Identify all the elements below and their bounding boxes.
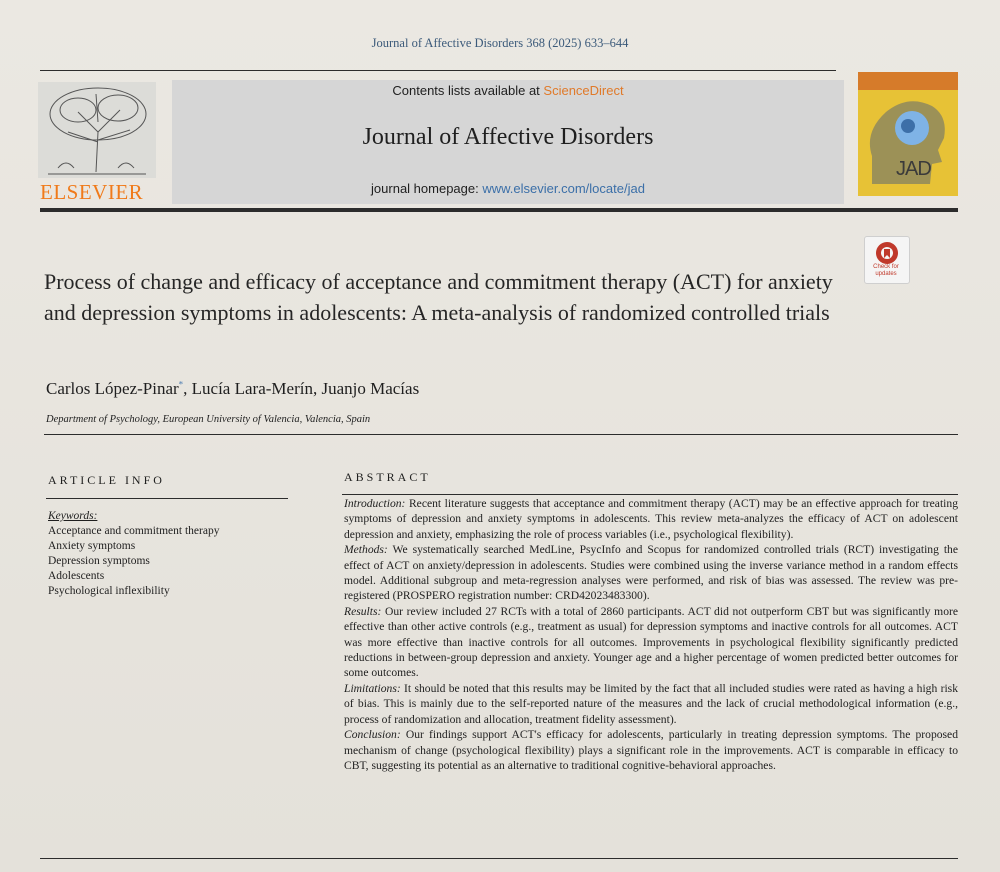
section-label: Results:	[344, 604, 382, 618]
author-name[interactable]: Carlos López-Pinar	[46, 379, 179, 398]
top-rule	[40, 70, 836, 71]
homepage-prefix: journal homepage:	[371, 181, 483, 196]
keyword-item[interactable]: Adolescents	[48, 570, 105, 582]
abstract-introduction	[344, 496, 958, 542]
keyword-item[interactable]: Psychological inflexibility	[48, 585, 170, 597]
author-name[interactable]: Lucía Lara-Merín	[191, 379, 313, 398]
affiliation: Department of Psychology, European University of Valencia, Valencia, Spain	[46, 414, 371, 425]
abstract-rule	[342, 494, 958, 495]
section-label: Introduction:	[344, 497, 406, 510]
cover-jad-text: JAD	[896, 158, 931, 180]
journal-cover	[858, 72, 958, 196]
abstract-limitations	[344, 681, 958, 727]
abstract-results	[344, 604, 958, 681]
article-info-rule	[46, 498, 288, 499]
publisher-name: ELSEVIER	[40, 180, 144, 204]
keyword-item[interactable]: Acceptance and commitment therapy	[48, 525, 220, 537]
journal-title: Journal of Affective Disorders	[362, 124, 654, 150]
section-text: We systematically searched MedLine, PsycInfo and Scopus for randomized controlled trials (RCT) investigating the effect of ACT on anxiety/depression in adolescents. Studies were combined using the inverse variance method in a random effects model. Additional subgroup and meta-regression analyses were performed, and risk of bias was assessed. The review was pre-registered (PROSPERO registration number: CRD42023483300).	[344, 543, 958, 603]
keyword-item[interactable]: Depression symptoms	[48, 555, 150, 567]
header-thick-rule	[40, 208, 958, 212]
contents-prefix: Contents lists available at	[392, 83, 544, 98]
keyword-item[interactable]: Anxiety symptoms	[48, 540, 136, 552]
abstract-methods	[344, 542, 958, 604]
abstract-heading: ABSTRACT	[344, 470, 431, 484]
article-info-heading: ARTICLE INFO	[48, 473, 165, 487]
check-for-updates-label: Check for updates	[873, 264, 899, 277]
keywords-block	[48, 509, 219, 599]
section-text: Recent literature suggests that acceptance and commitment therapy (ACT) may be an effective approach for treating symptoms of depression and anxiety symptoms in adolescents. This review meta-analyzes the efficacy of ACT on adolescent depression and anxiety, emphasizing the role of process variables (i.e., psychological flexibility).	[344, 497, 958, 541]
section-text: Our review included 27 RCTs with a total of 2860 participants. ACT did not outperform CBT but was significantly more effective than other active controls (e.g., treatment as usual) for depression symptoms and inactive controls for all outcomes. ACT was more effective than inactive controls for all outcomes. Improvements in psychological flexibility significantly predicted reductions in between-group depression and anxiety. Younger age and a higher percentage of women predicted better outcomes for some outcomes.	[344, 604, 958, 680]
sciencedirect-link[interactable]: ScienceDirect	[543, 83, 624, 98]
homepage-link[interactable]: www.elsevier.com/locate/jad	[482, 181, 645, 196]
affiliation-rule	[44, 434, 958, 435]
article-title: Process of change and efficacy of acceptance and commitment therapy (ACT) for anxiety and depression symptoms in adolescents: A meta-analysis of randomized controlled trials	[44, 269, 833, 325]
keywords-label: Keywords:	[48, 510, 98, 522]
contents-line	[172, 83, 844, 98]
homepage-line	[172, 181, 844, 196]
corresponding-author-mark[interactable]: *	[178, 379, 184, 390]
abstract-conclusion	[344, 727, 958, 773]
section-text: Our findings support ACT's efficacy for adolescents, particularly in treating depression symptoms. The proposed mechanism of change (psychological flexibility) plays a significant role in the improvements. ACT is comparable in efficacy to CBT, suggesting its potential as an alternative to traditional cognitive-behavioral approaches.	[344, 728, 958, 772]
author-list: Carlos López-Pinar*, Lucía Lara-Merín, Juanjo Macías	[46, 379, 420, 398]
abstract-bottom-rule	[40, 858, 958, 859]
author-name[interactable]: Juanjo Macías	[321, 379, 420, 398]
abstract-body	[344, 496, 958, 773]
section-text: It should be noted that this results may be limited by the fact that all included studies were rated as having a high risk of bias. This is mainly due to the self-reported nature of the measures and the lack of crucial methodological information (e.g., process of randomization and allocation, treatment fidelity assessment).	[344, 681, 958, 726]
section-label: Conclusion:	[344, 728, 401, 742]
section-label: Methods:	[344, 543, 388, 557]
journal-citation: Journal of Affective Disorders 368 (2025) 633–644	[371, 36, 629, 50]
section-label: Limitations:	[344, 681, 401, 695]
